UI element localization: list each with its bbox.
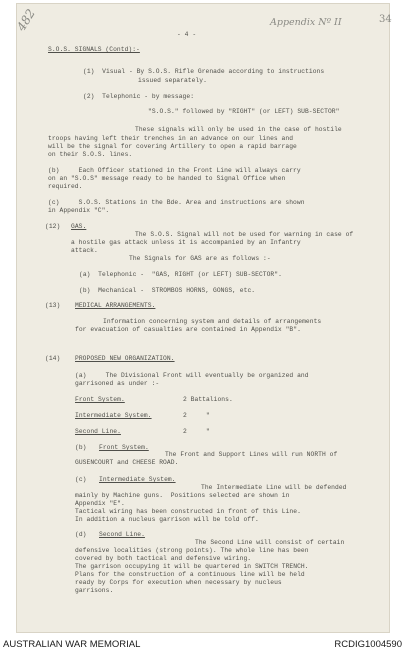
text-line: mainly by Machine guns. Positions selected are shown in bbox=[75, 492, 290, 499]
text-line: (b) Each Officer stationed in the Front Line will always carry bbox=[48, 167, 301, 174]
subsection-title-intermediate-system: Intermediate System. bbox=[99, 476, 176, 483]
handwritten-corner-number: 482 bbox=[14, 6, 39, 34]
text-line: GUSENCOURT and CHEESE ROAD. bbox=[75, 459, 179, 466]
text-line: ready by Corps for execution when necessary by nucleus bbox=[75, 579, 282, 586]
text-line: (a) The Divisional Front will eventually be organized and bbox=[75, 372, 309, 379]
text-line: (b) Mechanical - STROMBOS HORNS, GONGS, etc. bbox=[79, 287, 256, 294]
text-line: The Second Line will consist of certain bbox=[195, 539, 345, 546]
section-heading-gas: GAS. bbox=[71, 223, 87, 230]
text-line: Appendix "E". bbox=[75, 500, 125, 507]
handwritten-appendix-label: Appendix Nº II bbox=[270, 17, 342, 28]
text-line: issued separately. bbox=[138, 77, 207, 84]
text-line: garrisons. bbox=[75, 587, 114, 594]
document-page bbox=[14, 4, 392, 632]
subsection-title-second-line: Second Line. bbox=[99, 531, 145, 538]
text-line: Tactical wiring has been constructed in front of this Line. bbox=[75, 508, 301, 515]
text-line: defensive localities (strong points). The whole line has been bbox=[75, 547, 309, 554]
text-line: troops having left their trenches in an advance on our lines and bbox=[48, 135, 294, 142]
text-line: (2) Telephonic - by message: bbox=[83, 93, 195, 100]
text-line: on their S.O.S. lines. bbox=[48, 151, 133, 158]
text-line: for evacuation of casualties are contained in Appendix "B". bbox=[75, 326, 301, 333]
text-line: Information concerning system and details of arrangements bbox=[103, 318, 322, 325]
section-heading-organization: PROPOSED NEW ORGANIZATION. bbox=[75, 355, 175, 362]
text-line: Plans for the construction of a continuous line will be held bbox=[75, 571, 305, 578]
system-value-second: 2 " bbox=[183, 428, 210, 435]
subsection-letter-d: (d) bbox=[75, 531, 87, 538]
subsection-letter-c: (c) bbox=[75, 476, 87, 483]
text-line: The Signals for GAS are as follows :- bbox=[129, 255, 271, 262]
section-number-organization: (14) bbox=[45, 355, 61, 362]
text-line: The Intermediate Line will be defended bbox=[201, 484, 347, 491]
text-line: (c) S.O.S. Stations in the Bde. Area and instructions are shown bbox=[48, 199, 305, 206]
section-number-gas: (12) bbox=[45, 223, 61, 230]
section-number-medical: (13) bbox=[45, 302, 61, 309]
text-line: (1) Visual - By S.O.S. Rifle Grenade according to instructions bbox=[83, 68, 325, 75]
text-line: In addition a nucleus garrison will be told off. bbox=[75, 516, 259, 523]
system-label-intermediate: Intermediate System. bbox=[75, 412, 152, 419]
footer-source-label: AUSTRALIAN WAR MEMORIAL bbox=[3, 639, 141, 650]
section-heading-medical: MEDICAL ARRANGEMENTS. bbox=[75, 302, 156, 309]
text-line: covered by both tactical and defensive wiring. bbox=[75, 555, 252, 562]
subsection-title-front-system: Front System. bbox=[99, 444, 149, 451]
text-line: (a) Telephonic - "GAS, RIGHT (or LEFT) SUB-SECTOR". bbox=[79, 271, 282, 278]
text-line: in Appendix "C". bbox=[48, 207, 110, 214]
text-line: attack. bbox=[71, 247, 98, 254]
text-line: The garrison occupying it will be quartered in SWITCH TRENCH. bbox=[75, 563, 309, 570]
text-line: a hostile gas attack unless it is accompanied by an Infantry bbox=[71, 239, 301, 246]
text-line: will be the signal for covering Artillery to open a rapid barrage bbox=[48, 143, 297, 150]
text-line: garrisoned as under :- bbox=[75, 380, 160, 387]
page-marker: - 4 - bbox=[177, 31, 197, 38]
system-label-front: Front System. bbox=[75, 396, 125, 403]
text-line: These signals will only be used in the case of hostile bbox=[135, 126, 342, 133]
text-line: "S.O.S." followed by "RIGHT" (or LEFT) SUB-SECTOR" bbox=[148, 108, 340, 115]
handwritten-page-number: 34 bbox=[379, 14, 392, 25]
text-line: The S.O.S. Signal will not be used for warning in case of bbox=[135, 231, 354, 238]
system-label-second: Second Line. bbox=[75, 428, 121, 435]
text-line: required. bbox=[48, 183, 83, 190]
footer-record-id: RCDIG1004590 bbox=[334, 639, 402, 650]
system-value-intermediate: 2 " bbox=[183, 412, 210, 419]
text-line: on an "S.O.S" message ready to be handed to Signal Office when bbox=[48, 175, 286, 182]
system-value-front: 2 Battalions. bbox=[183, 396, 233, 403]
section-heading-sos-signals: S.O.S. SIGNALS (Contd):- bbox=[48, 46, 140, 53]
text-line: The Front and Support Lines will run NORTH of bbox=[165, 451, 338, 458]
subsection-letter-b: (b) bbox=[75, 444, 87, 451]
